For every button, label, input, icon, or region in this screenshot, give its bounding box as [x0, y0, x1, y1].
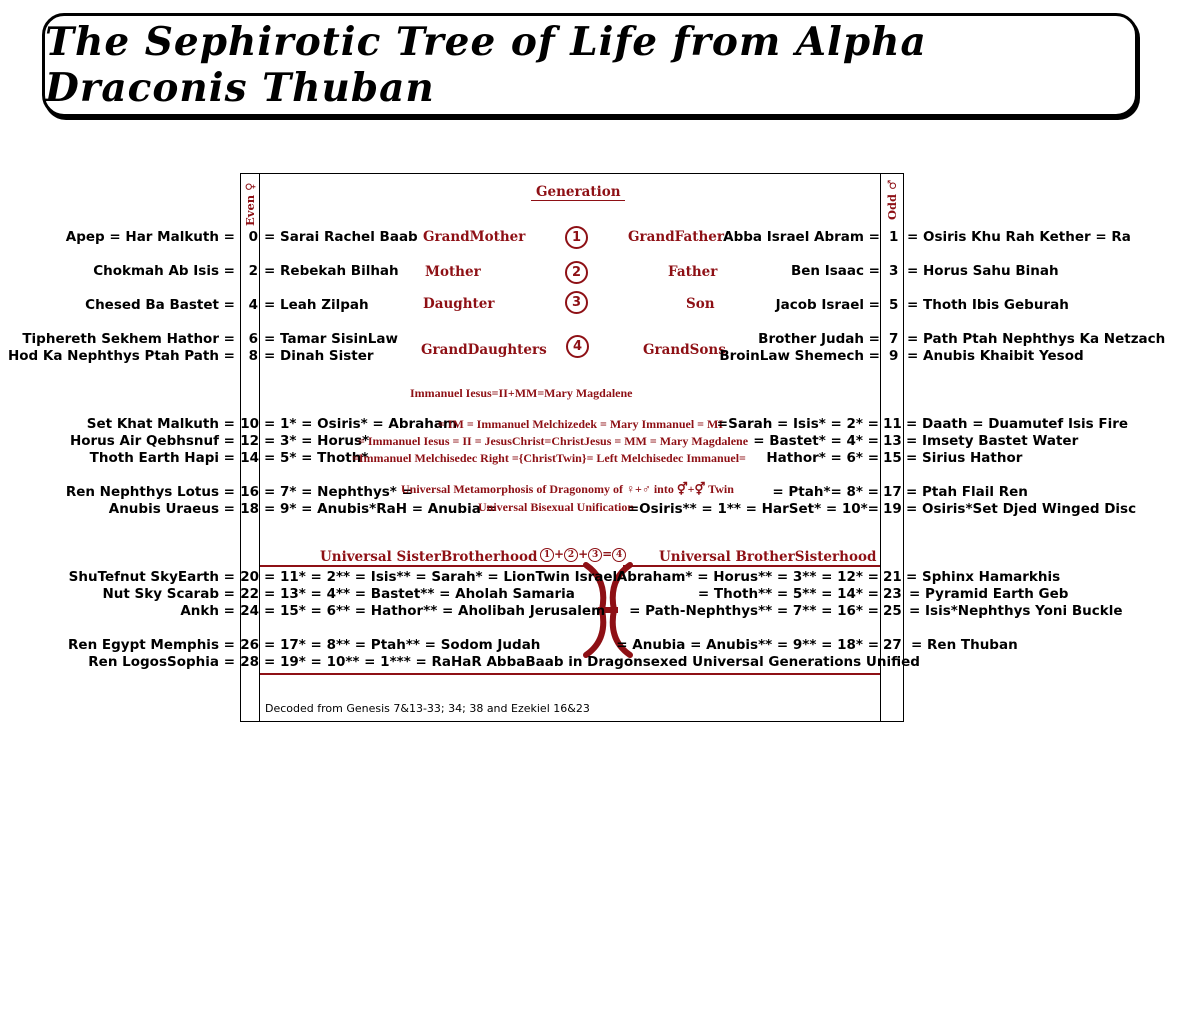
row-14-right: Hathor* = 6* = — [766, 450, 879, 466]
even-number: 0 — [248, 229, 258, 245]
granddaughters-label: GrandDaughters — [421, 342, 547, 358]
left-name-20: ShuTefnut SkyEarth = — [68, 569, 235, 585]
odd-number: 17 — [883, 484, 902, 500]
even-number: 20 — [240, 569, 259, 585]
row-20-right: Abraham* = Horus** = 3** = 12* = — [616, 569, 879, 585]
left-name-2: Chokmah Ab Isis = — [93, 263, 235, 279]
grandfather-label: GrandFather — [628, 229, 724, 245]
grandmother-label: GrandMother — [423, 229, 526, 245]
even-number: 28 — [240, 654, 259, 670]
sum-number: 4 — [612, 548, 626, 562]
row-26-left: = 17* = 8** = Ptah** = Sodom Judah — [264, 637, 541, 653]
right-name-21: = Sphinx Hamarkhis — [906, 569, 1061, 585]
odd-number: 11 — [883, 416, 902, 432]
left-name-4: Chesed Ba Bastet = — [85, 297, 235, 313]
even-number: 14 — [240, 450, 259, 466]
row-28-full: = 19* = 10** = 1*** = RaHaR AbbaBaab in Dragonsexed Universal Generations Unified — [264, 654, 920, 670]
even-number: 24 — [240, 603, 259, 619]
inner-left-0: = Sarai Rachel Baab — [264, 229, 418, 245]
left-name-16: Ren Nephthys Lotus = — [65, 484, 235, 500]
odd-number: 21 — [883, 569, 902, 585]
right-name-23: = Pyramid Earth Geb — [909, 586, 1069, 602]
right-name-5: = Thoth Ibis Geburah — [907, 297, 1069, 313]
even-number: 4 — [248, 297, 258, 313]
inner-left-8: = Dinah Sister — [264, 348, 374, 364]
left-name-18: Anubis Uraeus = — [108, 501, 235, 517]
generation-number-3: 3 — [565, 291, 588, 314]
right-name-1: = Osiris Khu Rah Kether = Ra — [907, 229, 1131, 245]
father-label: Father — [668, 264, 718, 280]
generation-heading: Generation — [536, 184, 621, 200]
row-16-left: = 7* = Nephthys* = — [264, 484, 413, 500]
row-20-left: = 11* = 2** = Isis** = Sarah* = LionTwin Israel — [264, 569, 618, 585]
odd-column-label: Odd ♂ — [885, 179, 899, 220]
row-10-left: = 1* = Osiris* = Abraham — [264, 416, 458, 432]
immanuel-equation: Immanuel Iesus=II+MM=Mary Magdalene — [410, 386, 633, 400]
odd-number: 5 — [889, 297, 899, 313]
son-label: Son — [686, 296, 715, 312]
brother-sisterhood-heading: Universal BrotherSisterhood — [659, 549, 877, 565]
row-12-middle: = Immanuel Iesus = II = JesusChrist=ChristJesus = MM = Mary Magdalene — [358, 434, 749, 448]
right-name-13: = Imsety Bastet Water — [906, 433, 1079, 449]
even-number: 8 — [248, 348, 258, 364]
sum-operator: + — [554, 547, 565, 561]
row-16-middle: Universal Metamorphosis of Dragonomy of ♀+♂ into ⚥+⚥ Twin — [401, 482, 734, 496]
sum-number: 3 — [588, 548, 602, 562]
left-name-12: Horus Air Qebhsnuf = — [69, 433, 235, 449]
left-name-8: Hod Ka Nephthys Ptah Path = — [7, 348, 235, 364]
right-name-3: = Horus Sahu Binah — [907, 263, 1059, 279]
even-number: 10 — [240, 416, 259, 432]
inner-left-4: = Leah Zilpah — [264, 297, 369, 313]
title-banner — [42, 13, 1138, 117]
table-top-border — [240, 173, 904, 174]
even-number: 6 — [248, 331, 258, 347]
inner-right-9: BroinLaw Shemech = — [719, 348, 880, 364]
odd-number: 3 — [889, 263, 899, 279]
section-bottom-rule — [260, 673, 880, 675]
inner-right-1: Abba Israel Abram = — [723, 229, 880, 245]
row-14-left: = 5* = Thoth* — [264, 450, 369, 466]
left-name-26: Ren Egypt Memphis = — [68, 637, 235, 653]
row-24-right: = Path-Nephthys** = 7** = 16* = — [629, 603, 879, 619]
row-14-middle: =Immanuel Melchisedec Right ={ChristTwin}= Left Melchisedec Immanuel= — [352, 451, 746, 465]
sum-equals: = — [602, 547, 613, 561]
table-bottom-border — [240, 721, 904, 722]
right-name-15: = Sirius Hathor — [906, 450, 1023, 466]
right-name-25: = Isis*Nephthys Yoni Buckle — [909, 603, 1123, 619]
right-name-17: = Ptah Flail Ren — [906, 484, 1028, 500]
odd-number: 19 — [883, 501, 902, 517]
even-number: 2 — [248, 263, 258, 279]
sum-number: 1 — [540, 548, 554, 562]
brother-sisterhood-underline — [623, 565, 880, 567]
sum-number: 2 — [564, 548, 578, 562]
right-name-11: = Daath = Duamutef Isis Fire — [906, 416, 1129, 432]
sister-brotherhood-heading: Universal SisterBrotherhood — [320, 549, 538, 565]
left-name-0: Apep = Har Malkuth = — [65, 229, 235, 245]
row-22-left: = 13* = 4** = Bastet** = Aholah Samaria — [264, 586, 575, 602]
left-name-10: Set Khat Malkuth = — [86, 416, 235, 432]
row-10-middle: = IM = Immanuel Melchizedek = Mary Immanuel = MI — [438, 417, 723, 431]
even-number: 12 — [240, 433, 259, 449]
right-name-19: = Osiris*Set Djed Winged Disc — [906, 501, 1137, 517]
right-name-27: = Ren Thuban — [911, 637, 1018, 653]
row-16-right: = Ptah*= 8* = — [772, 484, 879, 500]
odd-number: 25 — [883, 603, 902, 619]
odd-column-divider — [880, 173, 881, 722]
right-name-7: = Path Ptah Nephthys Ka Netzach — [907, 331, 1166, 347]
inner-right-7: Brother Judah = — [758, 331, 880, 347]
odd-number: 23 — [883, 586, 902, 602]
table-right-border — [903, 173, 904, 722]
decoded-source-note: Decoded from Genesis 7&13-33; 34; 38 and Ezekiel 16&23 — [265, 702, 590, 715]
sister-brotherhood-underline — [260, 565, 586, 567]
left-name-28: Ren LogosSophia = — [88, 654, 235, 670]
row-26-right: = Anubia = Anubis** = 9** = 18* = — [616, 637, 879, 653]
inner-right-3: Ben Isaac = — [790, 263, 880, 279]
even-column-label: Even ♀ — [243, 182, 257, 226]
generation-number-4: 4 — [566, 335, 589, 358]
row-18-middle: Universal Bisexual Unification — [478, 500, 635, 514]
inner-left-6: = Tamar SisinLaw — [264, 331, 398, 347]
row-18-right: =Osiris** = 1** = HarSet* = 10*= — [627, 501, 879, 517]
left-name-6: Tiphereth Sekhem Hathor = — [22, 331, 235, 347]
daughter-label: Daughter — [423, 296, 495, 312]
row-18-left: = 9* = Anubis*RaH = Anubia = — [264, 501, 497, 517]
odd-number: 15 — [883, 450, 902, 466]
even-number: 22 — [240, 586, 259, 602]
mother-label: Mother — [425, 264, 481, 280]
row-12-right: = Bastet* = 4* = — [753, 433, 879, 449]
row-22-right: = Thoth** = 5** = 14* = — [697, 586, 879, 602]
inner-left-2: = Rebekah Bilhah — [264, 263, 399, 279]
inner-right-5: Jacob Israel = — [775, 297, 880, 313]
left-name-24: Ankh = — [180, 603, 235, 619]
odd-number: 1 — [889, 229, 899, 245]
row-12-left: = 3* = Horus* — [264, 433, 370, 449]
sum-operator: + — [578, 547, 589, 561]
generation-underline — [531, 200, 625, 201]
odd-number: 7 — [889, 331, 899, 347]
grandsons-label: GrandSons — [643, 342, 726, 358]
row-24-left: = 15* = 6** = Hathor** = Aholibah Jerusalem — [264, 603, 606, 619]
left-name-14: Thoth Earth Hapi = — [89, 450, 235, 466]
even-number: 16 — [240, 484, 259, 500]
generation-number-1: 1 — [565, 226, 588, 249]
page-title: The Sephirotic Tree of Life from Alpha Draconis Thuban — [45, 19, 927, 111]
left-name-22: Nut Sky Scarab = — [102, 586, 235, 602]
row-10-right: =Sarah = Isis* = 2* = — [716, 416, 879, 432]
even-number: 18 — [240, 501, 259, 517]
right-name-9: = Anubis Khaibit Yesod — [907, 348, 1084, 364]
even-number: 26 — [240, 637, 259, 653]
even-column-divider — [259, 173, 260, 722]
odd-number: 13 — [883, 433, 902, 449]
odd-number: 9 — [889, 348, 899, 364]
odd-number: 27 — [883, 637, 902, 653]
generation-number-2: 2 — [565, 261, 588, 284]
